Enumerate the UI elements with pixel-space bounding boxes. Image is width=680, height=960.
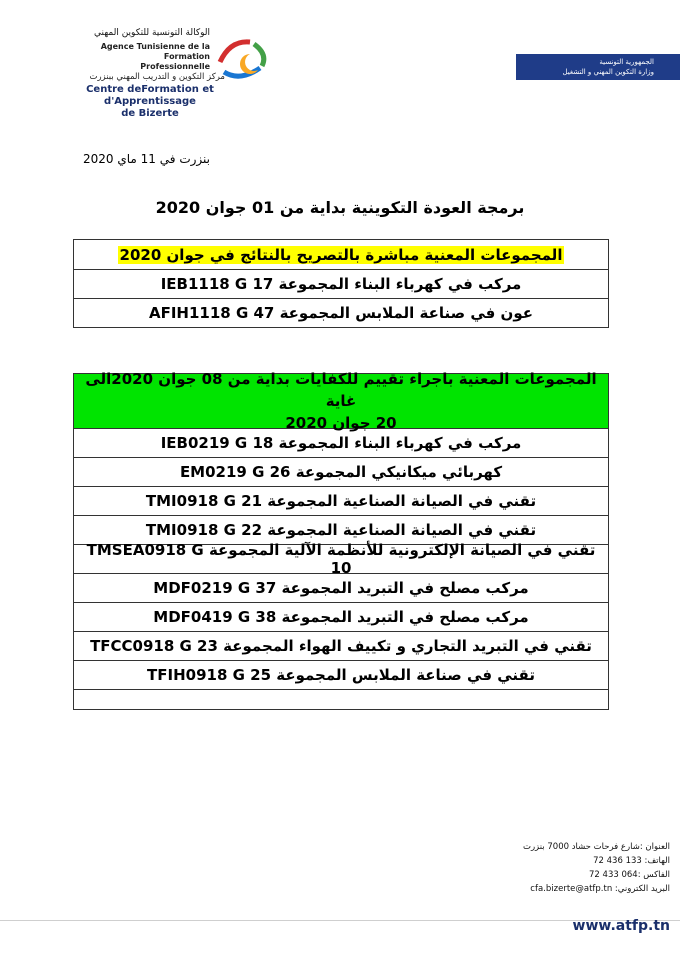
date-line: بنزرت في 11 ماي 2020 (83, 152, 210, 166)
website-link[interactable]: www.atfp.tn (572, 918, 670, 934)
groups-results-table (73, 239, 609, 328)
groups-evaluation-table (73, 370, 609, 710)
table-row: مركب في كهرباء البناء المجموعة IEB0219 G 18 (74, 428, 608, 457)
centre-name-fr-line1: Centre deFormation et d'Apprentissage (86, 84, 214, 107)
footer-fax: الفاكس :064 433 72 (589, 870, 670, 880)
ministry-line2: وزارة التكوين المهني و التشغيل (562, 68, 654, 76)
agency-name-ar: الوكالة التونسية للتكوين المهني (94, 28, 210, 38)
table-row: تقني في الصيانة الصناعية المجموعة TMI0918 G 21 (74, 486, 608, 515)
table1-header-text: المجموعات المعنية مباشرة بالتصريح بالنتائج في جوان 2020 (119, 245, 563, 264)
table-row: تقني في التبريد التجاري و تكييف الهواء المجموعة TFCC0918 G 23 (74, 631, 608, 660)
agency-logo-block (40, 28, 290, 118)
table2-header (74, 370, 608, 432)
table-row: كهربائي ميكانيكي المجموعة EM0219 G 26 (74, 457, 608, 486)
table1-header (74, 240, 608, 269)
table-row: عون في صناعة الملابس المجموعة AFIH1118 G 47 (74, 298, 608, 327)
agency-name-fr-line1: Agence Tunisienne de la Formation (100, 42, 210, 61)
agency-name-fr-line2: Professionnelle (140, 62, 210, 71)
centre-name-fr-line2: de Bizerte (121, 108, 179, 119)
table-row: مركب مصلح في التبريد المجموعة MDF0219 G 37 (74, 573, 608, 602)
document-title: برمجة العودة التكوينية بداية من 01 جوان 2020 (155, 198, 525, 217)
centre-name-fr (40, 84, 260, 120)
table-row: تقني في صناعة الملابس المجموعة TFIH0918 G 25 (74, 660, 608, 689)
table-row: مركب في كهرباء البناء المجموعة IEB1118 G 17 (74, 269, 608, 298)
table-row: تقني في الصيانة الإلكترونية للأنظمة الآلية المجموعة TMSEA0918 G 10 (74, 544, 608, 573)
table-row-empty (74, 689, 608, 709)
table2-header-line2: 20 جوان 2020 (285, 414, 397, 432)
centre-name-ar: مركز التكوين و التدريب المهني ببنزرت (89, 72, 225, 82)
footer-email[interactable]: البريد الكتروني: cfa.bizerte@atfp.tn (530, 884, 670, 894)
footer-address: العنوان :شارع فرحات حشاد 7000 بنزرت (522, 842, 670, 852)
ministry-banner (516, 54, 680, 80)
agency-name-fr (80, 42, 210, 72)
footer-phone: الهاتف: 133 436 72 (593, 856, 670, 866)
footer-contact (510, 840, 670, 896)
table-row: مركب مصلح في التبريد المجموعة MDF0419 G 38 (74, 602, 608, 631)
table-row: تقني في الصيانة الصناعية المجموعة TMI0918 G 22 (74, 515, 608, 544)
table2-header-line1: المجموعات المعنية باجراء تقييم للكفايات بداية من 08 جوان 2020الى غاية (85, 370, 597, 410)
ministry-line1: الجمهورية التونسية (599, 58, 654, 66)
